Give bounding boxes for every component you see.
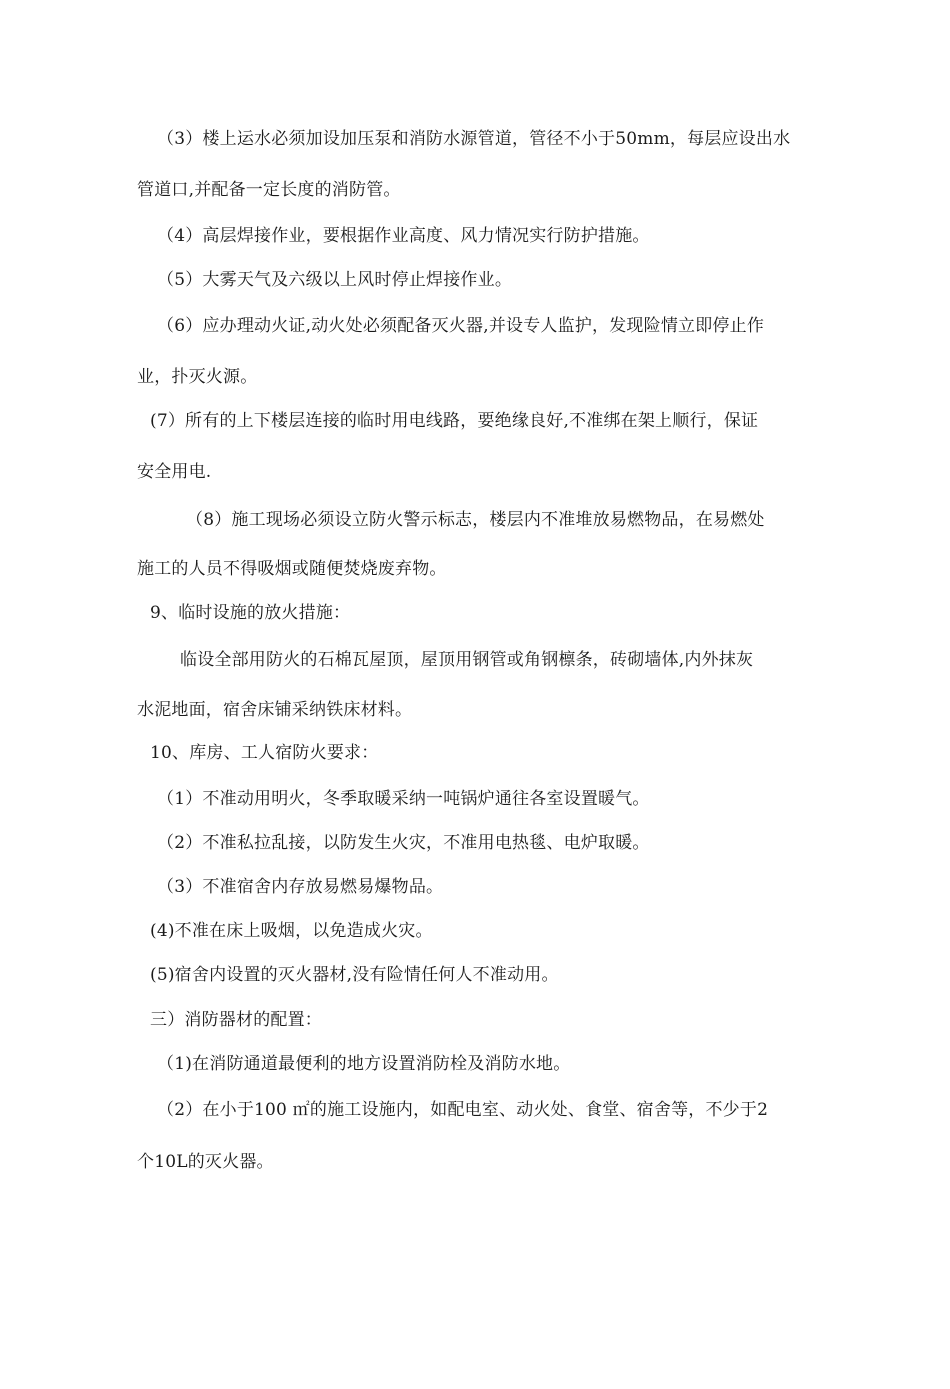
paragraph-line: （1)在消防通道最便利的地方设置消防栓及消防水地。 <box>157 1054 571 1074</box>
paragraph-line: (7）所有的上下楼层连接的临时用电线路，要绝缘良好,不准绑在架上顺行，保证 <box>150 411 759 431</box>
paragraph-line: （8）施工现场必须设立防火警示标志，楼层内不准堆放易燃物品，在易燃处 <box>186 510 765 530</box>
paragraph-line: （3）不准宿舍内存放易燃易爆物品。 <box>157 877 444 897</box>
paragraph-line: (5)宿舍内设置的灭火器材,没有险情任何人不准动用。 <box>150 965 559 985</box>
paragraph-line: (4)不准在床上吸烟，以免造成火灾。 <box>150 921 433 941</box>
section-heading: 三）消防器材的配置： <box>150 1010 322 1030</box>
paragraph-line: （2）不准私拉乱接，以防发生火灾，不准用电热毯、电炉取暖。 <box>157 833 650 853</box>
paragraph-line: （3）楼上运水必须加设加压泵和消防水源管道，管径不小于50mm，每层应设出水 <box>157 129 791 149</box>
paragraph-line: （1）不准动用明火，冬季取暖采纳一吨锅炉通往各室设置暖气。 <box>157 789 650 809</box>
paragraph-line: 水泥地面，宿舍床铺采纳铁床材料。 <box>137 700 413 720</box>
section-heading: 9、临时设施的放火措施： <box>150 603 351 623</box>
paragraph-line: 个10L的灭火器。 <box>137 1152 274 1172</box>
paragraph-line: （2）在小于100 ㎡的施工设施内，如配电室、动火处、食堂、宿舍等，不少于2 <box>157 1100 769 1120</box>
paragraph-line: 施工的人员不得吸烟或随便焚烧废弃物。 <box>137 559 447 579</box>
paragraph-line: 业，扑灭火源。 <box>137 367 258 387</box>
paragraph-line: （5）大雾天气及六级以上风时停止焊接作业。 <box>157 270 513 290</box>
paragraph-line: 管道口,并配备一定长度的消防管。 <box>137 180 401 200</box>
paragraph-line: 临设全部用防火的石棉瓦屋顶，屋顶用钢管或角钢檩条，砖砌墙体,内外抹灰 <box>180 650 754 670</box>
paragraph-line: （4）高层焊接作业，要根据作业高度、风力情况实行防护措施。 <box>157 226 650 246</box>
paragraph-line: （6）应办理动火证,动火处必须配备灭火器,并设专人监护，发现险情立即停止作 <box>157 316 765 336</box>
section-heading: 10、库房、工人宿防火要求： <box>150 743 379 763</box>
paragraph-line: 安全用电. <box>137 462 212 482</box>
